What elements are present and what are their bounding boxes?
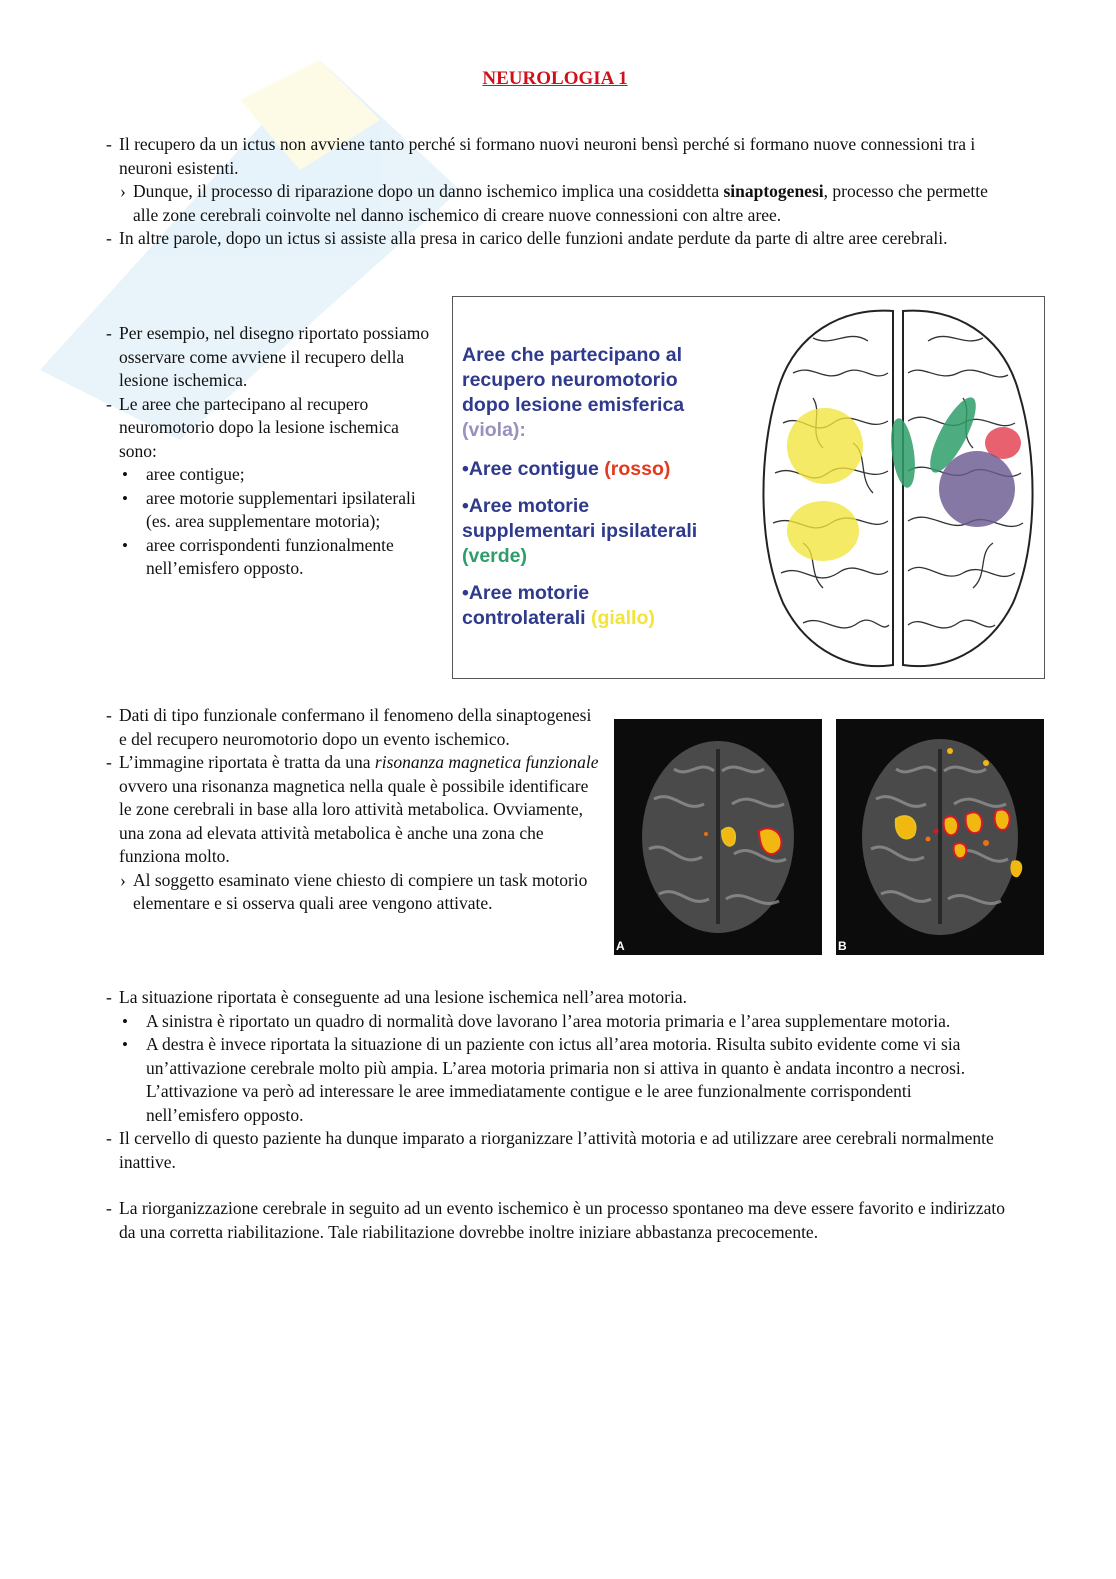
list-item: • aree corrispondenti funzionalmente nell’emisfero opposto.: [119, 534, 437, 581]
intro-paragraph-2: In altre parole, dopo un ictus si assiste alla presa in carico delle funzioni andate perdute da parte di altre aree cerebrali.: [119, 228, 948, 248]
list-item: - Il recupero da un ictus non avviene tanto perché si formano nuovi neuroni bensì perché si formano nuove connessioni tra i neuroni esistenti.: [106, 134, 976, 178]
conclusion-list: [119, 1010, 1009, 1128]
page-title: NEUROLOGIA 1: [482, 68, 628, 89]
fmri-image-a: [614, 719, 822, 955]
list-item: › Dunque, il processo di riparazione dopo un danno ischemico implica una cosiddetta sinaptogenesi, processo che permette alle zone cerebrali coinvolte nel danno ischemico di creare nuove connessioni con altre aree.: [120, 181, 988, 225]
list-item: • aree contigue;: [119, 463, 437, 487]
yellow-area-upper: [787, 408, 863, 484]
intro-block: [106, 133, 1009, 251]
list-item: - Le aree che partecipano al recupero neuromotorio dopo la lesione ischemica sono:: [106, 393, 399, 461]
list-item: • A destra è invece riportata la situazione di un paziente con ictus all’area motoria. Risulta subito evidente come vi sia un’attivazione cerebrale molto più ampia. L’area motoria primaria non si attiva in quanto è andata incontro a necrosi. L’attivazione va però ad interessare le aree immediatamente contigue e le aree funzionalmente corrispondenti nell’emisfero opposto.: [119, 1033, 1009, 1127]
brain-figure: [452, 296, 1045, 679]
fmri-image-b: [836, 719, 1044, 955]
list-item: - Per esempio, nel disegno riportato possiamo osservare come avviene il recupero della lesione ischemica.: [106, 323, 430, 390]
list-item: - Il cervello di questo paziente ha dunque imparato a riorganizzare l’attività motoria e ad utilizzare aree cerebrali normalmente inattive.: [106, 1128, 994, 1172]
violet-lesion-area: [939, 451, 1015, 527]
list-item: - L’immagine riportata è tratta da una risonanza magnetica funzionale ovvero una risonanza magnetica nella quale è possibile identificare le zone cerebrali in base alla loro attività metabolica. Ovviamente, una zona ad elevata attività metabolica è anche una zona che funziona molto.: [106, 752, 599, 866]
section-areas-text: [106, 322, 437, 581]
brain-illustration: [753, 303, 1043, 675]
list-item: - La situazione riportata è conseguente ad una lesione ischemica nell’area motoria.: [106, 987, 688, 1007]
list-item: - La riorganizzazione cerebrale in seguito ad un evento ischemico è un processo spontaneo ma deve essere favorito e indirizzato da una corretta riabilitazione. Tale riabilitazione dovrebbe inoltre iniziare abbastanza precocemente.: [106, 1198, 1005, 1242]
yellow-area-lower: [787, 501, 859, 561]
figure-item-contigue: •Aree contigue (rosso): [462, 458, 671, 480]
section-fmri-text: [106, 704, 599, 916]
areas-list: [119, 463, 437, 581]
list-item: - In altre parole, dopo un ictus si assiste alla presa in carico delle funzioni andate perdute da parte di altre aree cerebrali.: [106, 228, 948, 248]
keyword-sinaptogenesi: sinaptogenesi: [723, 181, 824, 201]
list-item: • aree motorie supplementari ipsilaterali (es. area supplementare motoria);: [119, 487, 437, 534]
fmri-label-b: B: [838, 939, 847, 953]
figure-item-ipsilaterali: •Aree motorie supplementari ipsilaterali (verde): [462, 495, 698, 567]
list-item: • A sinistra è riportato un quadro di normalità dove lavorano l’area motoria primaria e l’area supplementare motoria.: [119, 1010, 1009, 1034]
list-item: - Dati di tipo funzionale confermano il fenomeno della sinaptogenesi e del recupero neuromotorio dopo un evento ischemico.: [106, 705, 592, 749]
intro-paragraph-1: Il recupero da un ictus non avviene tanto perché si formano nuovi neuroni bensì perché si formano nuove connessioni tra i neuroni esistenti.: [119, 134, 976, 178]
figure-item-controlaterali: •Aree motorie controlaterali (giallo): [462, 582, 655, 629]
list-item: › Al soggetto esaminato viene chiesto di compiere un task motorio elementare e si osserva quali aree vengono attivate.: [120, 869, 588, 913]
fmri-label-a: A: [616, 939, 625, 953]
figure-heading: Aree che partecipano al recupero neuromotorio dopo lesione emisferica (viola):: [462, 344, 685, 441]
section-conclusion: [106, 986, 1009, 1244]
